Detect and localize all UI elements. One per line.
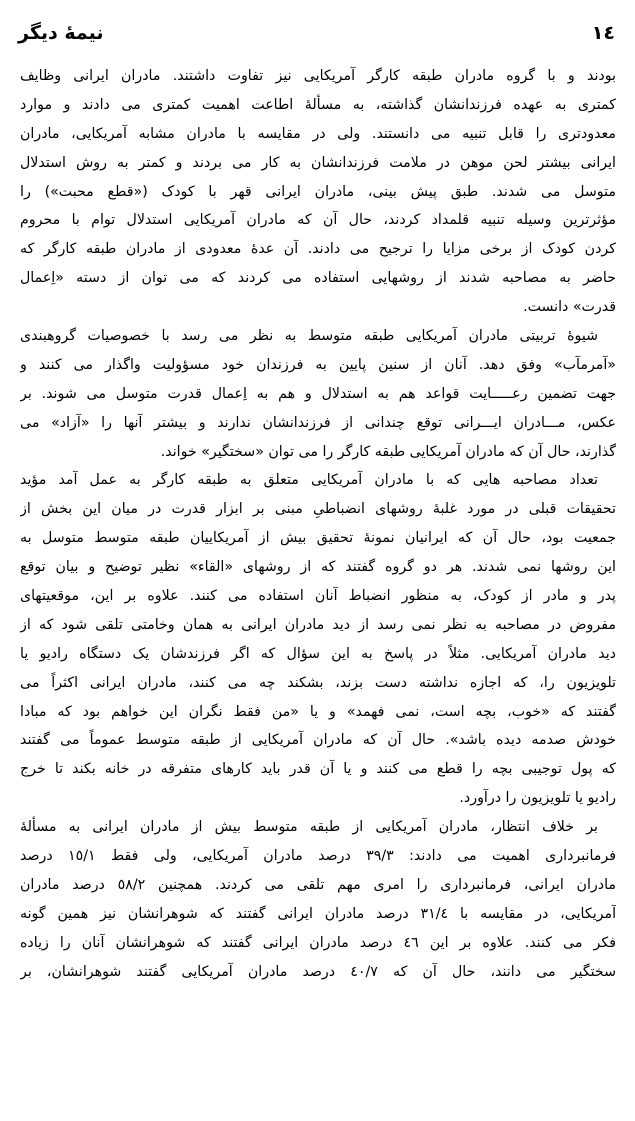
text-line: حاضر به مصاحبه شدند از روشهایی استفاده می کردند که می توان از دسته «اِعمال — [20, 270, 616, 287]
text-line: خودش صدمه دیده باشد». حال آن که مادران آمریکایی از طبقه متوسط عموماً می گفتند — [20, 732, 616, 749]
text-line: مفروض در مصاحبه به نظر نمی رسد از دید مادران ایرانی به همان وخامتی تلقی شود که از — [20, 616, 616, 633]
text-line: معدودتری را قابل تنبیه می دانستند. ولی در مقایسه با مادران مشابه آمریکایی، مادران — [20, 125, 616, 142]
text-line: که پول توجیبی بچه را قطع می کنند و یا آن قدر باید کارهای متفرقه در خانه بکند تا خرج — [20, 761, 616, 778]
text-line: مؤثرترین وسیله تنبیه قلمداد کردند، حال آن که مادران آمریکایی استدلال توام با محروم — [20, 212, 616, 229]
text-line: جهت تضمین رعـــــایت قواعد هم به استدلال و هم به اِعمال قدرت متوسل می شوند. بر — [20, 385, 616, 402]
text-line: جمعیت بود، حال آن که ایرانیان نمونهٔ تحقیق بیش از آمریکاییان طبقه متوسط متوسل به — [20, 530, 616, 547]
text-line: متوسل می شدند. طبق پیش بینی، مادران ایرانی قهر با کودک («قطع محبت») را — [20, 183, 616, 200]
text-line: قدرت» دانست. — [523, 299, 616, 316]
text-line: آمریکایی، در مقایسه با ٣١/٤ درصد مادران ایرانی گفتند که شوهرانشان نیز همین گونه — [20, 905, 616, 922]
page-header — [0, 22, 635, 52]
text-line: بر خلاف انتظار، مادران آمریکایی از طبقه متوسط بیش از مادران ایرانی به مسألهٔ — [20, 819, 598, 836]
paragraph — [20, 322, 616, 466]
paragraph — [20, 62, 616, 322]
text-line: بودند و با گروه مادران طبقه کارگر آمریکایی نیز تفاوت داشتند. مادران ایرانی وظایف — [20, 68, 616, 84]
body-text — [20, 62, 616, 987]
text-line: کمتری به عهده فرزندانشان گذاشته، به مسألهٔ اطاعت اهمیت کمتری می دادند و موارد — [20, 96, 616, 113]
text-line: این روشها نمی شدند. هر دو گروه گفتند که از روشهای «القاء» نظیر توضیح و بیان توقع — [20, 559, 616, 576]
running-title: نیمهٔ دیگر — [18, 22, 104, 44]
text-line: کردن کودک از برخی مزایا را ترجیح می دادند. آن عدهٔ معدودی از مادران طبقه کارگر که — [20, 241, 616, 258]
text-line: فکر می کنند. علاوه بر این ٤٦ درصد مادران ایرانی گفتند که شوهرانشان آنان را زیاده — [20, 934, 616, 951]
text-line: عکس، مـــادران ایـــرانی توقع چندانی از فرزندانشان ندارند و بیشتر آنها را «آزاد» می — [20, 414, 616, 431]
text-line: گفتند که «خوب، بچه است، نمی فهمد» و یا «من فقط نگران این خواهم بود که مبادا — [20, 703, 616, 720]
text-line: پدر و مادر از کودک، به منظور انضباط آنان استفاده می کنند. علاوه بر این، موقعیتهای — [20, 588, 616, 605]
paragraph — [20, 466, 616, 813]
text-line: تحقیقات قبلی در مورد غلبهٔ روشهای انضباطیِ مبنی بر ابزار قدرت در میان این بخش از — [20, 501, 616, 518]
text-line: تلویزیون را، که اجازه نداشته دست بزند، بشکند چه می کنند، مادران ایرانی اکثراً می — [20, 674, 616, 691]
paragraph — [20, 813, 616, 986]
text-line: ایرانی بیشتر لحن موهن در ملامت فرزندانشان به کار می بردند و کمتر به روش استدلال — [20, 154, 616, 171]
text-line: فرمانبرداری اهمیت می دادند: ٣٩/٣ درصد مادران آمریکایی، ولی فقط ١٥/١ درصد — [20, 848, 616, 865]
text-line: رادیو یا تلویزیون را درآورد. — [459, 790, 616, 807]
text-line: سختگیر می دانند، حال آن که ٤٠/٧ درصد مادران آمریکایی گفتند شوهرانشان، بر — [20, 963, 616, 980]
page-number: ١٤ — [591, 22, 615, 44]
text-line: تعداد مصاحبه هایی که با مادران آمریکایی متعلق به طبقه کارگر به عمل آمد مؤید — [20, 472, 598, 489]
text-line: دید مادران آمریکایی. مثلاً در پاسخ به این سؤال که اگر فرزندشان یک دستگاه رادیو یا — [20, 645, 616, 662]
text-line: گذارند، حال آن که مادران آمریکایی طبقه کارگر را می توان «سختگیر» خواند. — [160, 443, 616, 460]
text-line: مادران ایرانی، فرمانبرداری را امری مهم تلقی می کردند. همچنین ٥٨/٢ درصد مادران — [20, 876, 616, 893]
text-line: «آمرمآب» وفق دهد. آنان از سنین پایین به فرزندان خود مسؤولیت واگذار می کنند و — [20, 356, 616, 373]
text-line: شیوهٔ تربیتی مادران آمریکایی طبقه متوسط به نظر می رسد با خصوصیات گروهبندی — [20, 328, 598, 345]
